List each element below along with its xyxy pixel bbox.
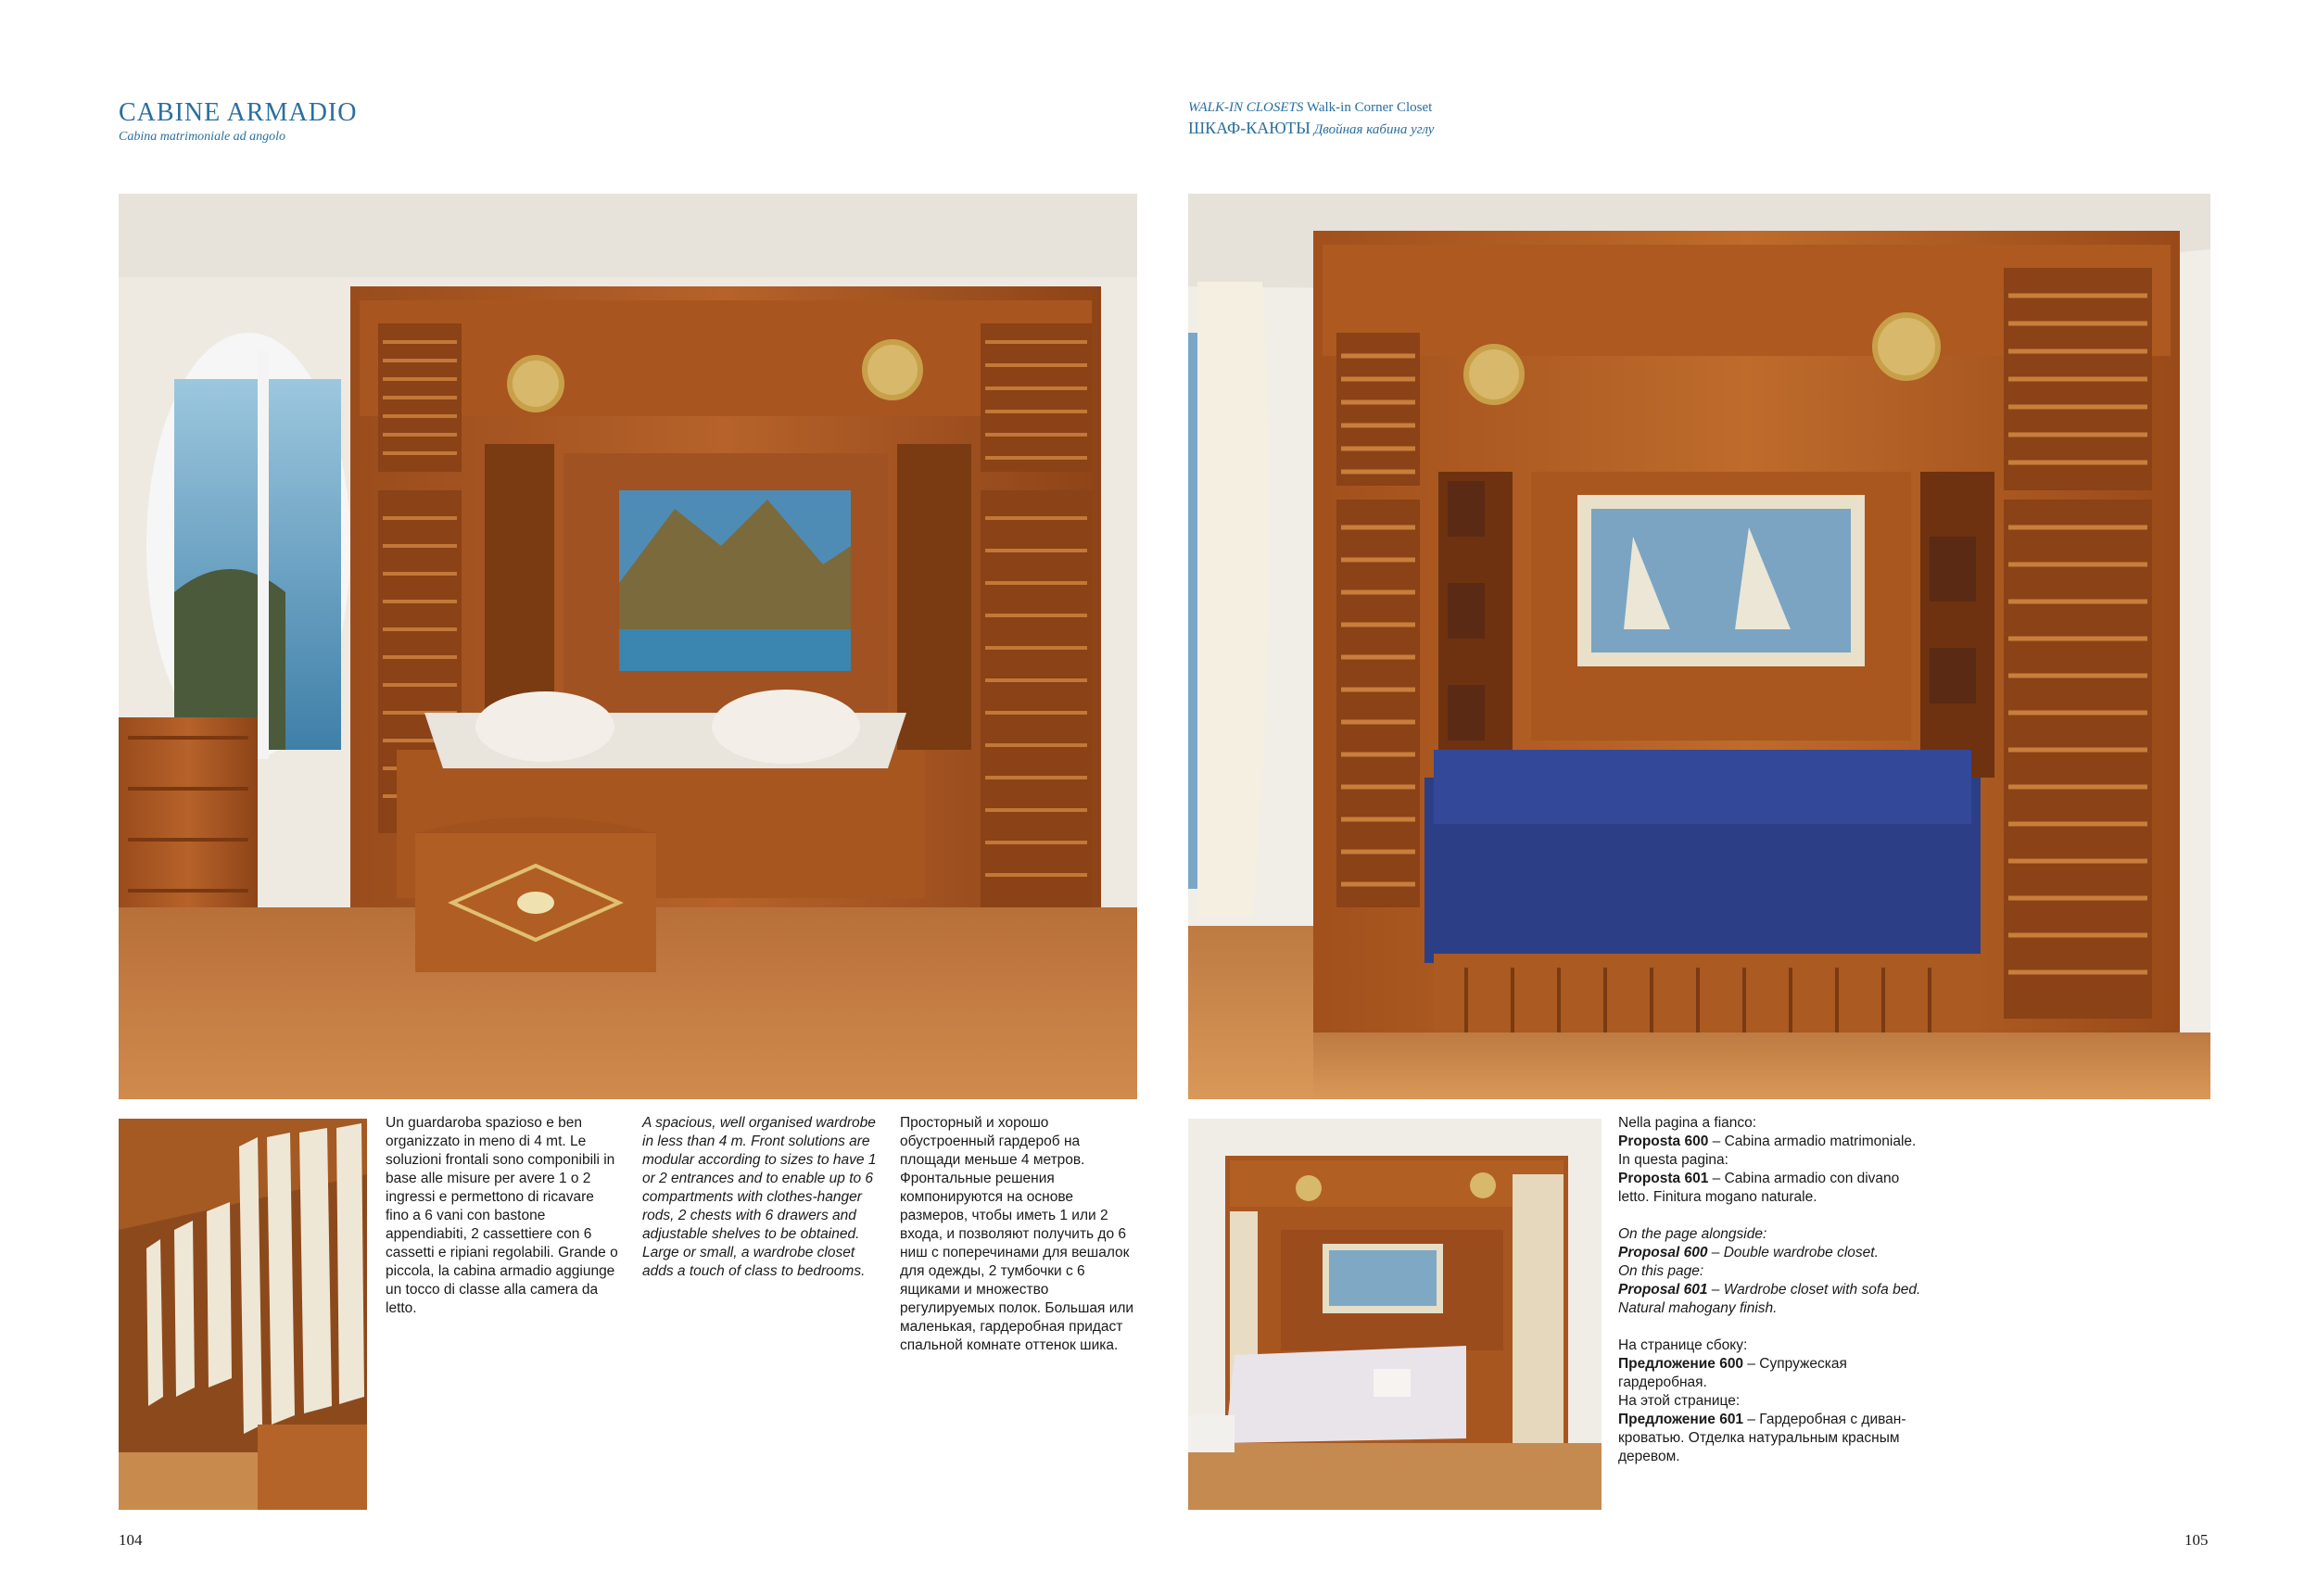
captions-block (1618, 1114, 1924, 1466)
section-subtitle: Cabina matrimoniale ad angolo (119, 130, 286, 144)
text-english: A spacious, well organised wardrobe in less than 4 m. Front solutions are modular according to sizes to have 1 or 2 entrances and to enable up to 6 compartments with clothes-hanger rods, 2 chests with 6 drawers and adjustable shelves to be obtained. Large or small, a wardrobe closet adds a touch of class to bedrooms. (642, 1115, 877, 1279)
left-page-header (119, 98, 357, 145)
header-russian-line: ШКАФ-КАЮТЫ Двойная кабина углу (1188, 119, 1435, 137)
caption-en-601: Proposal 601 – Wardrobe closet with sofa bed. Natural mahogany finish. (1618, 1282, 1921, 1316)
page-number-left: 104 (119, 1531, 143, 1549)
section-title: CABINE ARMADIO (119, 98, 358, 127)
caption-ru-600: Предложение 600 – Супружеская гардеробная. (1618, 1356, 1847, 1390)
caption-en-this: On this page: (1618, 1263, 1704, 1279)
caption-en-intro: On the page alongside: (1618, 1226, 1767, 1242)
photo-bedroom-wardrobe (119, 194, 1137, 1099)
caption-ru-this: На этой странице: (1618, 1393, 1741, 1409)
caption-it-intro: Nella pagina a fianco: (1618, 1115, 1757, 1131)
header-english-line: WALK-IN CLOSETS Walk-in Corner Closet (1188, 100, 1433, 115)
caption-ru-601: Предложение 601 – Гардеробная с диван-кроватью. Отделка натуральным красным деревом. (1618, 1412, 1906, 1464)
caption-it-601: Proposta 601 – Cabina armadio con divano letto. Finitura mogano naturale. (1618, 1171, 1900, 1205)
caption-en-600: Proposal 600 – Double wardrobe closet. (1618, 1245, 1879, 1260)
text-italian: Un guardaroba spazioso e ben organizzato in meno di 4 mt. Le soluzioni frontali sono componibili in base alle misure per avere 1 o 2 ingressi e permettono di ricavare fino a 6 vani con bastone appendiabiti, 2 cassettiere con 6 cassetti e ripiani regolabili. Grande o piccola, la cabina armadio aggiunge un tocco di classe alla camera da letto. (386, 1115, 618, 1316)
photo-sofa-bed-open (1188, 1119, 1602, 1510)
page-number-right: 105 (2184, 1531, 2209, 1549)
photo-closet-interior (119, 1119, 367, 1510)
photo-sofa-bed-wardrobe (1188, 194, 2210, 1099)
right-page-header (1188, 100, 1434, 138)
caption-it-600: Proposta 600 – Cabina armadio matrimoniale. (1618, 1134, 1917, 1149)
caption-ru-intro: На странице сбоку: (1618, 1337, 1748, 1353)
caption-it-this: In questa pagina: (1618, 1152, 1728, 1168)
text-russian: Просторный и хорошо обустроенный гардероб на площади меньше 4 метров. Фронтальные решения компонируются на основе размеров, чтобы иметь 1 или 2 входа, и позволяют получить до 6 ниш с поперечинами для вешалок для одежды, 2 тумбочки с 6 ящиками и множество регулируемых полок. Большая или маленькая, гардеробная придаст спальной комнате оттенок шика. (900, 1115, 1134, 1353)
